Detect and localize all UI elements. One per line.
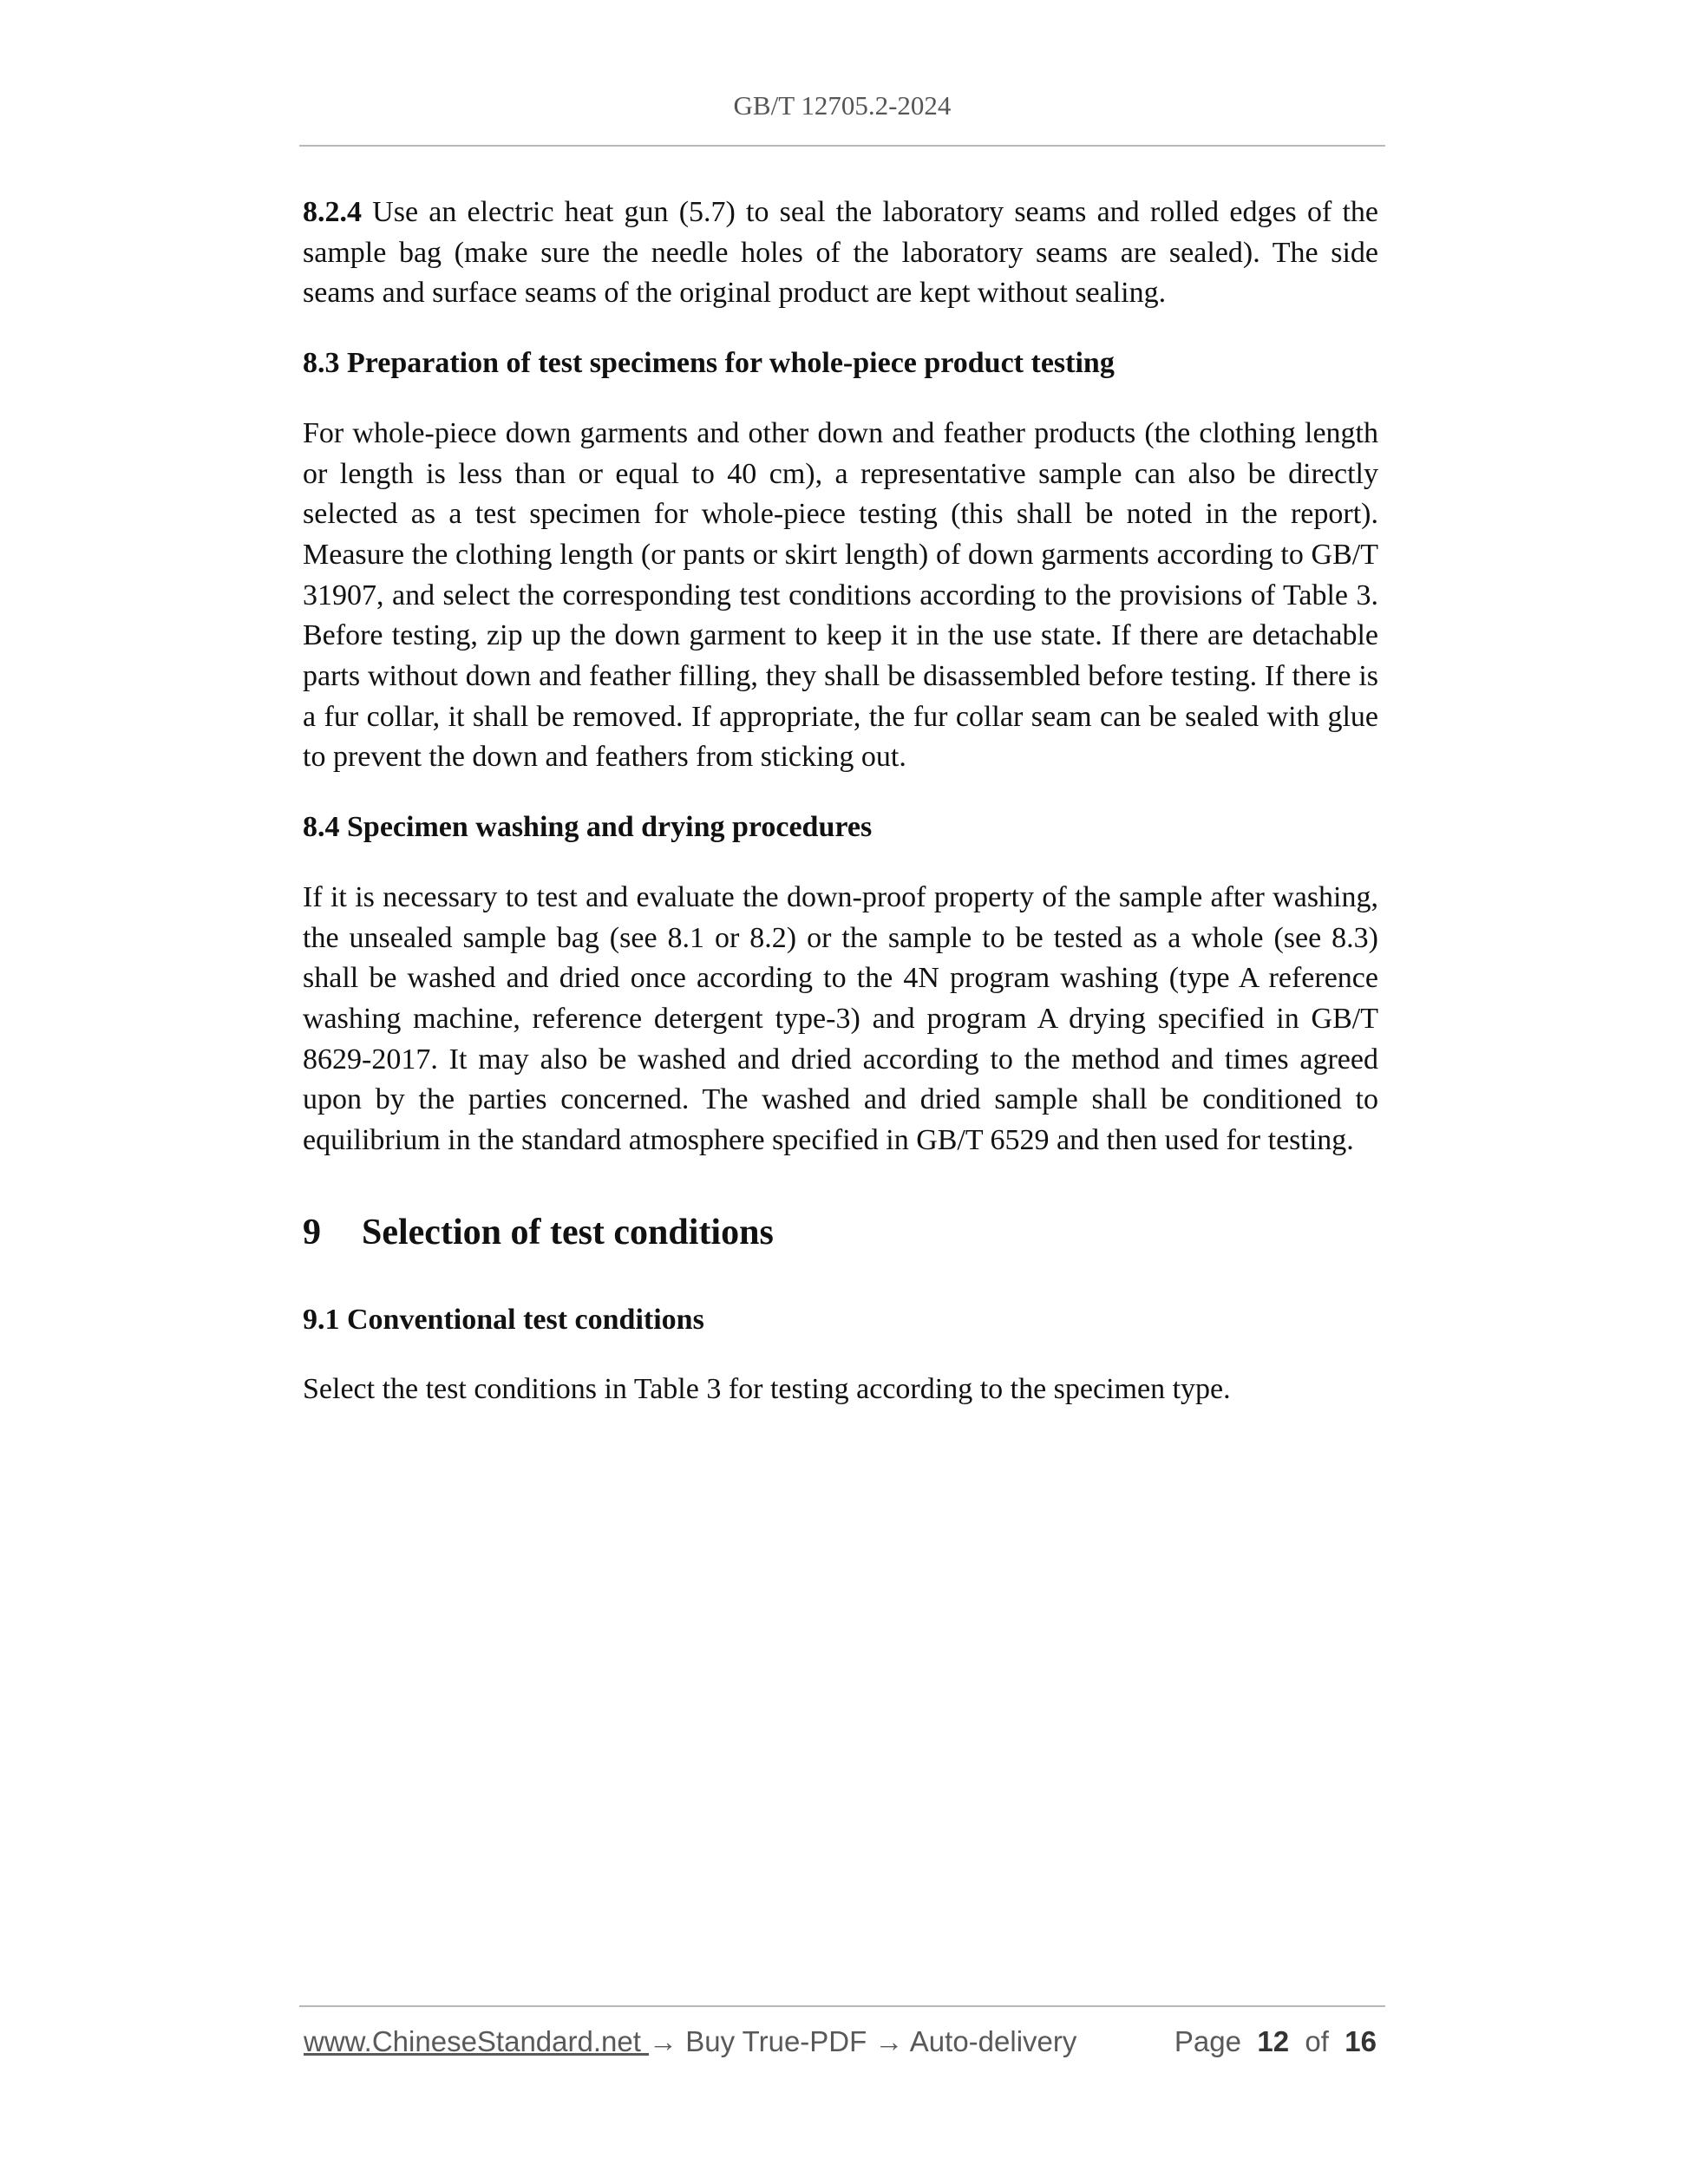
heading-9-1: 9.1 Conventional test conditions: [303, 1303, 704, 1336]
paragraph-text: Use an electric heat gun (5.7) to seal the laboratory seams and rolled edges of the sample bag (make sure the needle holes of the laboratory seams are sealed). The side seams and surface seams of the original product are kept without sealing.: [303, 196, 1378, 310]
page-body: [303, 193, 1378, 1410]
of-word: of: [1305, 2025, 1329, 2057]
clause-number: 8.2.4: [303, 196, 362, 228]
footer-divider: [299, 2005, 1385, 2007]
document-header: GB/T 12705.2-2024: [733, 90, 952, 121]
website-link[interactable]: www.ChineseStandard.net: [304, 2025, 650, 2057]
heading-8-4: 8.4 Specimen washing and drying procedures: [303, 811, 873, 844]
heading-9: [303, 1208, 1378, 1257]
paragraph-9-1: Select the test conditions in Table 3 for testing according to the specimen type.: [303, 1373, 1231, 1406]
promo-text: → Buy True-PDF → Auto-delivery: [649, 2025, 1077, 2057]
chapter-title: Selection of test conditions: [362, 1212, 774, 1252]
current-page-number: 12: [1257, 2025, 1290, 2057]
chapter-number: 9: [303, 1212, 321, 1252]
paragraph-8-4: If it is necessary to test and evaluate the down-proof property of the sample after washing, the unsealed sample bag (see 8.1 or 8.2) or the sample to be tested as a whole (see 8.3) shall be washed and dried once according to the 4N program washing (type A reference washing machine, reference detergent type-3) and program A drying specified in GB/T 8629-2017. It may also be washed and dried according to the method and times agreed upon by the parties concerned. The washed and dried sample shall be conditioned to equilibrium in the standard atmosphere specified in GB/T 6529 and then used for testing.: [303, 880, 1378, 1157]
page-indicator: [1174, 2023, 1377, 2061]
page-footer: [304, 2023, 1379, 2061]
heading-8-3: 8.3 Preparation of test specimens for whole-piece product testing: [303, 347, 1115, 380]
paragraph-8-3: For whole-piece down garments and other down and feather products (the clothing length or length is less than or equal to 40 cm), a representative sample can also be directly selected as a test specimen for whole-piece testing (this shall be noted in the report). Measure the clothing length (or pants or skirt length) of down garments according to GB/T 31907, and select the corresponding test conditions according to the provisions of Table 3. Before testing, zip up the down garment to keep it in the use state. If there are detachable parts without down and feather filling, they shall be disassembled before testing. If there is a fur collar, it shall be removed. If appropriate, the fur collar seam can be sealed with glue to prevent the down and feathers from sticking out.: [303, 416, 1378, 774]
total-page-number: 16: [1345, 2025, 1377, 2057]
header-divider: [299, 145, 1385, 147]
paragraph-8-2-4: [303, 193, 1378, 314]
page-word: Page: [1174, 2025, 1241, 2057]
